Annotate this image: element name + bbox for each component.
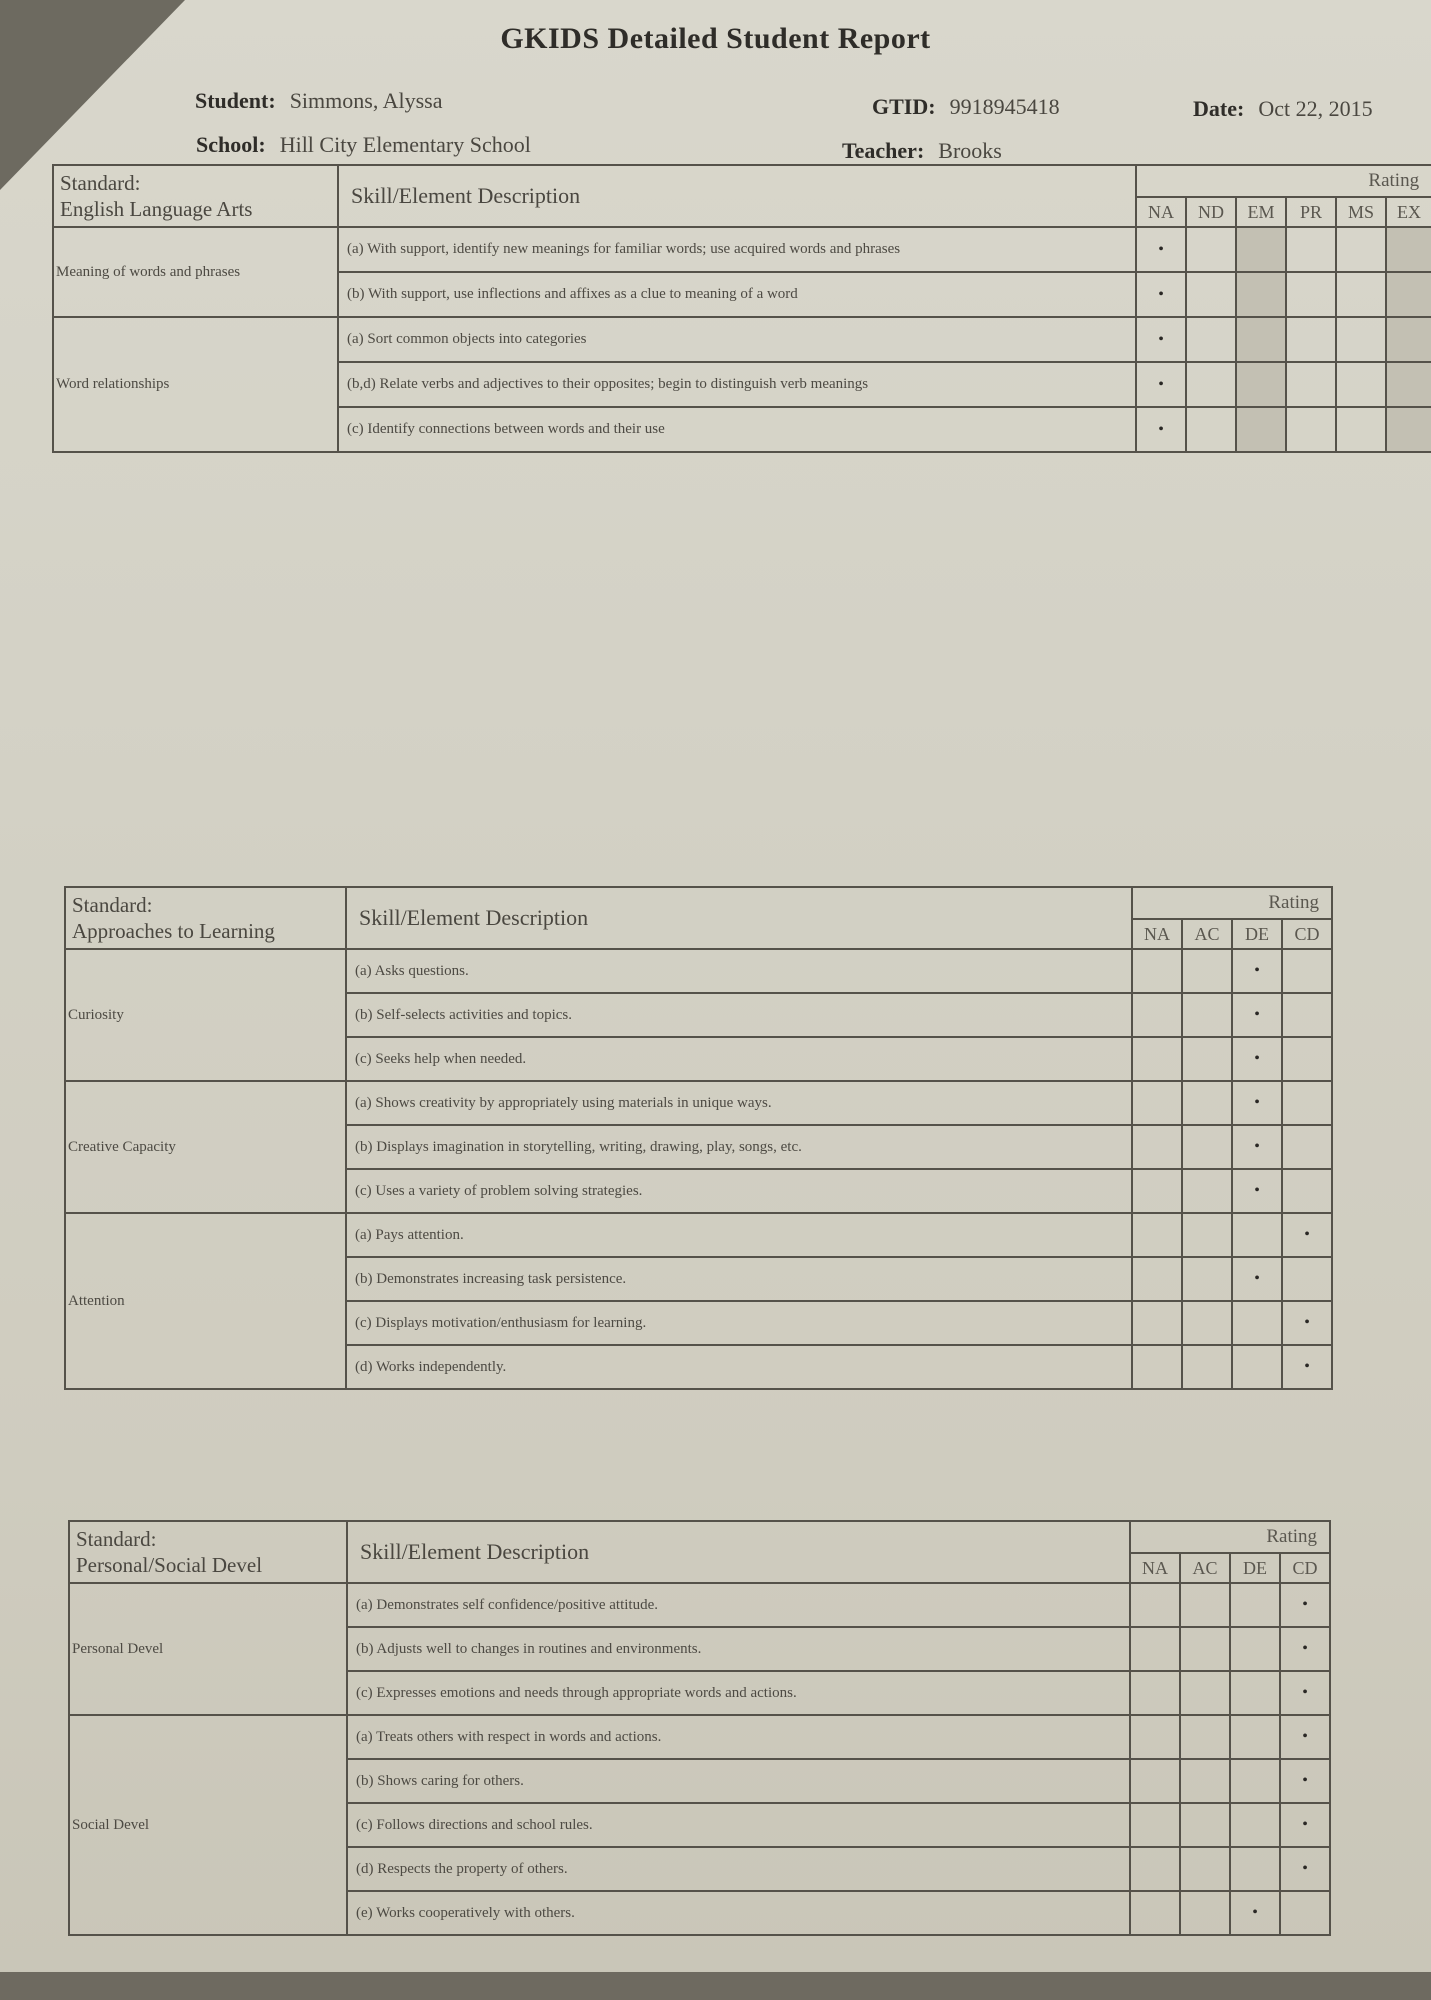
skill-category: Creative Capacity <box>65 1081 346 1213</box>
rating-cell-na <box>1132 949 1182 993</box>
rating-cell-ac <box>1182 1169 1232 1213</box>
rating-cell-cd: • <box>1280 1715 1330 1759</box>
rating-cell-na: • <box>1136 227 1186 272</box>
rating-cell-ac <box>1182 1125 1232 1169</box>
skill-description: (a) Treats others with respect in words and actions. <box>347 1715 1130 1759</box>
rating-cell-na <box>1132 993 1182 1037</box>
rating-column-header: ND <box>1186 197 1236 227</box>
rating-cell-de <box>1230 1583 1280 1627</box>
rating-cell-ac <box>1182 1081 1232 1125</box>
skill-description: (a) Sort common objects into categories <box>338 317 1136 362</box>
approaches-standard-table <box>64 886 1331 1390</box>
teacher-label: Teacher: <box>842 138 925 163</box>
rating-cell-cd: • <box>1280 1627 1330 1671</box>
rating-column-header: NA <box>1136 197 1186 227</box>
rating-cell-ac <box>1182 1257 1232 1301</box>
teacher-name: Brooks <box>938 138 1002 163</box>
skill-description-header: Skill/Element Description <box>347 1521 1130 1583</box>
skill-category: Social Devel <box>69 1715 347 1935</box>
rating-cell-cd <box>1282 1169 1332 1213</box>
rating-cell-pr <box>1286 407 1336 452</box>
rating-cell-ac <box>1180 1583 1230 1627</box>
skill-description: (a) Shows creativity by appropriately using materials in unique ways. <box>346 1081 1132 1125</box>
rating-cell-pr <box>1286 272 1336 317</box>
gtid-value: 9918945418 <box>949 94 1060 119</box>
rating-cell-de <box>1230 1759 1280 1803</box>
rating-cell-na <box>1132 1081 1182 1125</box>
rating-column-header: EM <box>1236 197 1286 227</box>
rating-cell-ms <box>1336 362 1386 407</box>
rating-cell-em <box>1236 227 1286 272</box>
rating-cell-cd: • <box>1282 1213 1332 1257</box>
rating-cell-na <box>1130 1671 1180 1715</box>
skill-description: (c) Seeks help when needed. <box>346 1037 1132 1081</box>
report-title: GKIDS Detailed Student Report <box>500 22 931 55</box>
rating-cell-nd <box>1186 407 1236 452</box>
rating-cell-nd <box>1186 317 1236 362</box>
rating-cell-de <box>1232 1345 1282 1389</box>
rating-cell-em <box>1236 362 1286 407</box>
rating-cell-em <box>1236 272 1286 317</box>
rating-column-header: EX <box>1386 197 1431 227</box>
rating-cell-cd: • <box>1282 1345 1332 1389</box>
rating-cell-de <box>1230 1847 1280 1891</box>
rating-column-header: AC <box>1182 919 1232 949</box>
skill-description: (c) Uses a variety of problem solving strategies. <box>346 1169 1132 1213</box>
rating-cell-ex <box>1386 407 1431 452</box>
rating-cell-ex <box>1386 227 1431 272</box>
date-label: Date: <box>1193 96 1245 121</box>
skill-description: (b) Demonstrates increasing task persistence. <box>346 1257 1132 1301</box>
school-label: School: <box>196 132 266 157</box>
rating-column-header: CD <box>1282 919 1332 949</box>
rating-cell-na <box>1132 1213 1182 1257</box>
rating-cell-na <box>1130 1583 1180 1627</box>
rating-cell-de <box>1230 1803 1280 1847</box>
standard-name: Approaches to Learning <box>72 919 275 943</box>
rating-cell-na <box>1130 1759 1180 1803</box>
rating-cell-ms <box>1336 272 1386 317</box>
rating-cell-cd: • <box>1280 1759 1330 1803</box>
rating-header: Rating <box>1136 165 1431 197</box>
skill-category: Curiosity <box>65 949 346 1081</box>
rating-cell-cd <box>1282 1125 1332 1169</box>
rating-cell-de: • <box>1232 1081 1282 1125</box>
rating-cell-na <box>1130 1891 1180 1935</box>
ela-standard-table <box>52 164 1431 453</box>
rating-cell-ac <box>1182 1345 1232 1389</box>
rating-cell-na <box>1132 1257 1182 1301</box>
skill-description-header: Skill/Element Description <box>346 887 1132 949</box>
rating-cell-ac <box>1182 949 1232 993</box>
skill-description: (c) Expresses emotions and needs through appropriate words and actions. <box>347 1671 1130 1715</box>
rating-cell-ac <box>1180 1759 1230 1803</box>
skill-description: (e) Works cooperatively with others. <box>347 1891 1130 1935</box>
rating-cell-ac <box>1180 1891 1230 1935</box>
standard-label: Standard: <box>76 1527 157 1551</box>
rating-cell-na <box>1132 1301 1182 1345</box>
rating-cell-pr <box>1286 362 1336 407</box>
rating-column-header: DE <box>1232 919 1282 949</box>
rating-header: Rating <box>1132 887 1332 919</box>
skill-description: (b,d) Relate verbs and adjectives to their opposites; begin to distinguish verb meanings <box>338 362 1136 407</box>
ela-table <box>52 164 1431 453</box>
rating-cell-cd: • <box>1282 1301 1332 1345</box>
skill-description: (a) Pays attention. <box>346 1213 1132 1257</box>
rating-column-header: DE <box>1230 1553 1280 1583</box>
skill-description: (b) With support, use inflections and affixes as a clue to meaning of a word <box>338 272 1136 317</box>
skill-description: (d) Works independently. <box>346 1345 1132 1389</box>
rating-cell-de: • <box>1230 1891 1280 1935</box>
skill-description: (a) With support, identify new meanings for familiar words; use acquired words and phrases <box>338 227 1136 272</box>
rating-cell-ac <box>1182 1213 1232 1257</box>
rating-cell-ac <box>1182 993 1232 1037</box>
rating-cell-ms <box>1336 407 1386 452</box>
rating-cell-na <box>1132 1125 1182 1169</box>
standard-label: Standard: <box>72 893 153 917</box>
rating-cell-pr <box>1286 227 1336 272</box>
rating-cell-na: • <box>1136 317 1186 362</box>
personal-social-standard-table <box>68 1520 1329 1936</box>
skill-description: (b) Shows caring for others. <box>347 1759 1130 1803</box>
rating-cell-ex <box>1386 272 1431 317</box>
rating-cell-de: • <box>1232 993 1282 1037</box>
table-surface-edge <box>0 1972 1431 2000</box>
rating-cell-ac <box>1180 1803 1230 1847</box>
teacher-field <box>842 138 1002 164</box>
date-field <box>1193 96 1373 122</box>
rating-column-header: NA <box>1132 919 1182 949</box>
rating-cell-de <box>1230 1715 1280 1759</box>
rating-cell-de: • <box>1232 949 1282 993</box>
rating-cell-de <box>1232 1213 1282 1257</box>
standard-label: Standard: <box>60 171 141 195</box>
rating-header: Rating <box>1130 1521 1330 1553</box>
rating-cell-cd <box>1282 993 1332 1037</box>
rating-cell-de: • <box>1232 1125 1282 1169</box>
school-name: Hill City Elementary School <box>279 132 531 157</box>
rating-cell-pr <box>1286 317 1336 362</box>
rating-cell-ms <box>1336 317 1386 362</box>
skill-category: Attention <box>65 1213 346 1389</box>
rating-cell-ex <box>1386 362 1431 407</box>
rating-cell-cd <box>1282 1081 1332 1125</box>
rating-cell-ex <box>1386 317 1431 362</box>
rating-cell-cd: • <box>1280 1847 1330 1891</box>
rating-column-header: NA <box>1130 1553 1180 1583</box>
rating-cell-cd: • <box>1280 1671 1330 1715</box>
rating-cell-na <box>1132 1345 1182 1389</box>
rating-cell-na: • <box>1136 362 1186 407</box>
school-field <box>196 132 531 158</box>
rating-cell-ac <box>1182 1037 1232 1081</box>
skill-description: (b) Displays imagination in storytelling, writing, drawing, play, songs, etc. <box>346 1125 1132 1169</box>
rating-cell-na: • <box>1136 272 1186 317</box>
skill-description: (a) Asks questions. <box>346 949 1132 993</box>
date-value: Oct 22, 2015 <box>1258 96 1373 121</box>
rating-column-header: PR <box>1286 197 1336 227</box>
rating-cell-de <box>1230 1627 1280 1671</box>
rating-cell-ac <box>1180 1715 1230 1759</box>
rating-cell-ac <box>1182 1301 1232 1345</box>
rating-cell-na <box>1130 1627 1180 1671</box>
rating-cell-na <box>1132 1169 1182 1213</box>
rating-cell-na <box>1130 1847 1180 1891</box>
rating-cell-cd: • <box>1280 1583 1330 1627</box>
skill-description: (b) Adjusts well to changes in routines and environments. <box>347 1627 1130 1671</box>
skill-description: (c) Displays motivation/enthusiasm for learning. <box>346 1301 1132 1345</box>
student-field <box>195 88 443 114</box>
gtid-label: GTID: <box>872 94 936 119</box>
rating-cell-de <box>1232 1301 1282 1345</box>
rating-column-header: MS <box>1336 197 1386 227</box>
rating-cell-nd <box>1186 362 1236 407</box>
skill-description: (d) Respects the property of others. <box>347 1847 1130 1891</box>
student-label: Student: <box>195 88 276 113</box>
rating-cell-cd <box>1282 1037 1332 1081</box>
skill-description: (b) Self-selects activities and topics. <box>346 993 1132 1037</box>
rating-cell-em <box>1236 317 1286 362</box>
rating-column-header: AC <box>1180 1553 1230 1583</box>
skill-category: Word relationships <box>53 317 338 452</box>
approaches-table <box>64 886 1333 1390</box>
rating-cell-em <box>1236 407 1286 452</box>
skill-category: Meaning of words and phrases <box>53 227 338 317</box>
personal-social-table <box>68 1520 1331 1936</box>
rating-cell-na: • <box>1136 407 1186 452</box>
rating-cell-cd <box>1282 949 1332 993</box>
standard-header <box>69 1521 347 1583</box>
rating-cell-de: • <box>1232 1257 1282 1301</box>
skill-description: (c) Identify connections between words and their use <box>338 407 1136 452</box>
rating-cell-ac <box>1180 1627 1230 1671</box>
rating-cell-cd: • <box>1280 1803 1330 1847</box>
rating-cell-ac <box>1180 1671 1230 1715</box>
skill-description: (a) Demonstrates self confidence/positive attitude. <box>347 1583 1130 1627</box>
standard-header <box>65 887 346 949</box>
standard-name: English Language Arts <box>60 197 253 221</box>
rating-cell-de <box>1230 1671 1280 1715</box>
rating-cell-ms <box>1336 227 1386 272</box>
rating-cell-ac <box>1180 1847 1230 1891</box>
rating-cell-nd <box>1186 227 1236 272</box>
rating-cell-cd <box>1282 1257 1332 1301</box>
standard-header <box>53 165 338 227</box>
rating-cell-na <box>1132 1037 1182 1081</box>
skill-description-header: Skill/Element Description <box>338 165 1136 227</box>
rating-column-header: CD <box>1280 1553 1330 1583</box>
gtid-field <box>872 94 1060 120</box>
rating-cell-de: • <box>1232 1169 1282 1213</box>
student-name: Simmons, Alyssa <box>289 88 443 113</box>
rating-cell-cd <box>1280 1891 1330 1935</box>
rating-cell-na <box>1130 1715 1180 1759</box>
skill-description: (c) Follows directions and school rules. <box>347 1803 1130 1847</box>
rating-cell-nd <box>1186 272 1236 317</box>
rating-cell-na <box>1130 1803 1180 1847</box>
skill-category: Personal Devel <box>69 1583 347 1715</box>
standard-name: Personal/Social Devel <box>76 1553 263 1577</box>
rating-cell-de: • <box>1232 1037 1282 1081</box>
